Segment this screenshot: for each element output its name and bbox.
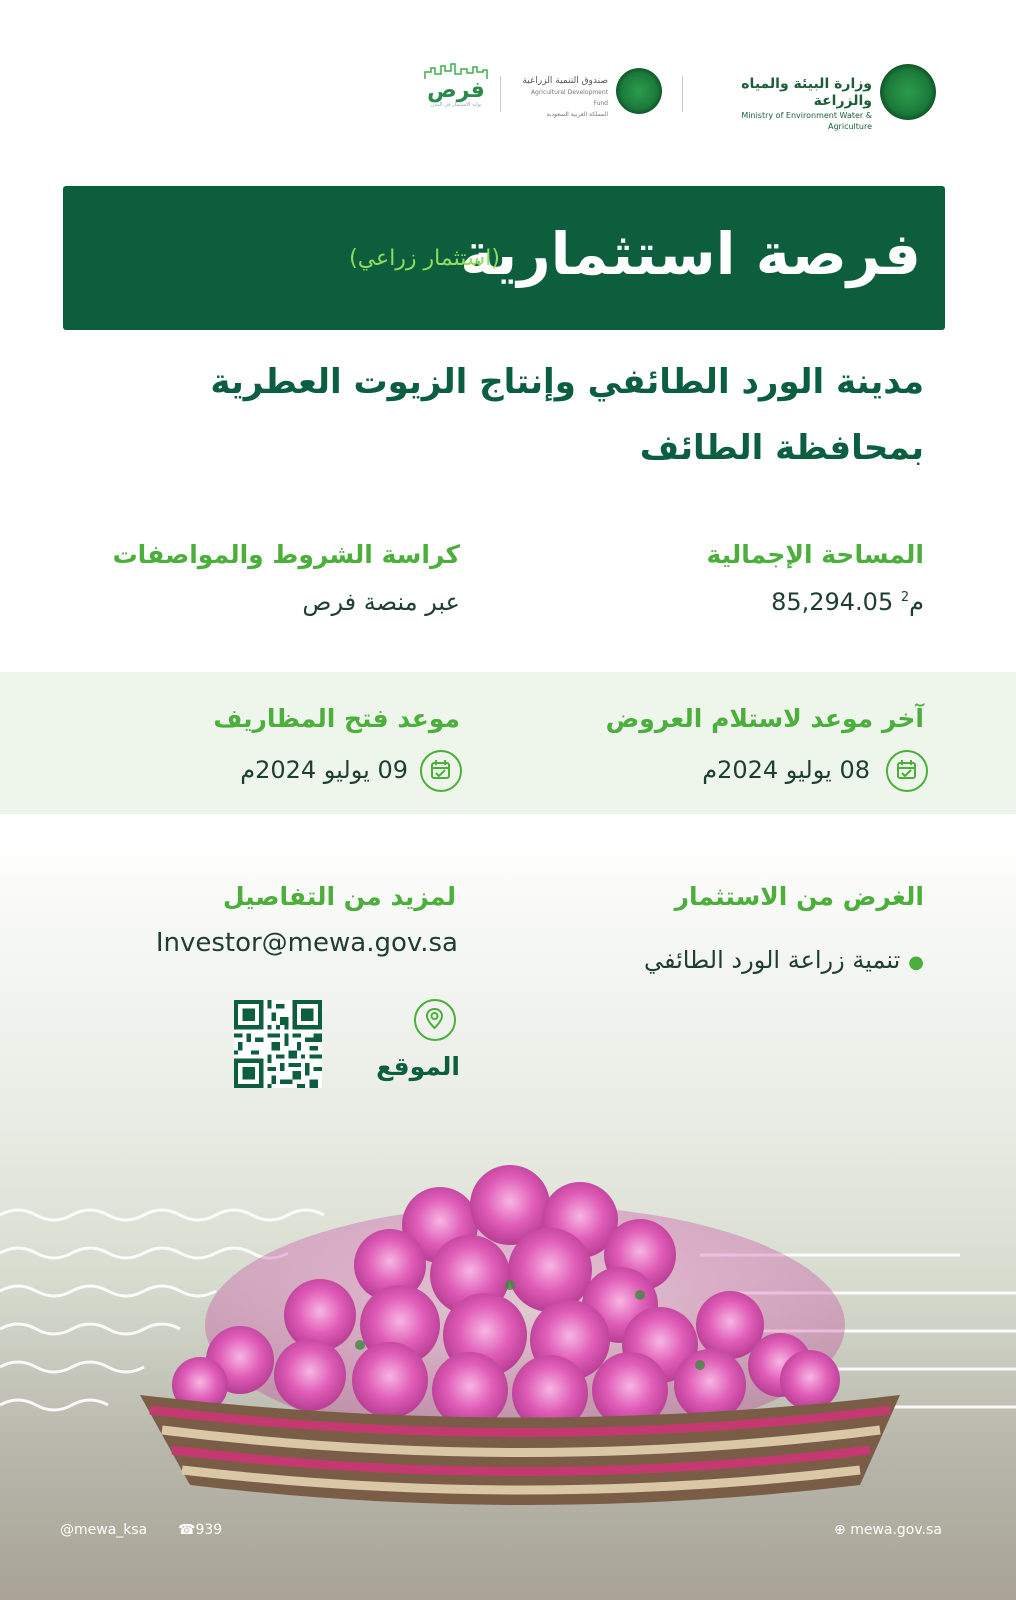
furas-logo — [420, 62, 492, 126]
logo-divider — [500, 76, 501, 112]
banner-title: فرصة استثمارية — [460, 220, 921, 288]
calendar-icon — [420, 750, 462, 792]
more-details-label: لمزيد من التفاصيل — [222, 882, 456, 911]
booklet-value: عبر منصة فرص — [302, 588, 460, 616]
purpose-text: تنمية زراعة الورد الطائفي — [643, 946, 901, 974]
banner-subtitle: (استثمار زراعي) — [349, 246, 500, 271]
area-unit-power: 2 — [900, 590, 910, 605]
purpose-label: الغرض من الاستثمار — [674, 882, 924, 911]
project-title-line2: بمحافظة الطائف — [639, 428, 924, 468]
mewa-logo — [702, 64, 952, 131]
area-value — [771, 588, 924, 616]
globe-icon: ⊕ — [834, 1522, 851, 1538]
area-label: المساحة الإجمالية — [706, 540, 924, 569]
location-pin-icon[interactable] — [414, 999, 456, 1041]
opening-label: موعد فتح المظاريف — [213, 704, 460, 733]
project-title-line1: مدينة الورد الطائفي وإنتاج الزيوت العطرية — [210, 362, 924, 402]
social-handle[interactable]: @mewa_ksa — [60, 1522, 148, 1538]
dates-band — [0, 672, 1016, 814]
area-unit: م — [909, 588, 924, 616]
opening-value: 09 يوليو 2024م — [240, 756, 408, 784]
adf-country: المملكة العربية السعودية — [546, 111, 608, 118]
deadline-label: آخر موعد لاستلام العروض — [605, 704, 924, 733]
calendar-icon — [886, 750, 928, 792]
mewa-seal-icon — [880, 64, 936, 120]
title-banner — [63, 186, 945, 330]
phone-number[interactable]: ☎939 — [178, 1522, 223, 1538]
qr-code[interactable] — [234, 1000, 322, 1088]
email-link[interactable]: Investor@mewa.gov.sa — [155, 928, 458, 958]
logo-divider — [682, 76, 683, 112]
bullet-icon: ● — [908, 952, 924, 973]
purpose-item — [644, 946, 924, 974]
website-link[interactable]: ⊕ mewa.gov.sa — [834, 1522, 942, 1538]
phone-icon: ☎ — [178, 1522, 196, 1538]
mewa-name-ar: وزارة البيئة والمياه والزراعة — [741, 76, 872, 109]
furas-word: فرص — [427, 78, 485, 103]
adf-logo — [516, 68, 666, 128]
deadline-value: 08 يوليو 2024م — [702, 756, 870, 784]
booklet-label: كراسة الشروط والمواصفات — [112, 540, 460, 569]
mewa-name-en: Ministry of Environment Water & Agriculture — [741, 111, 872, 131]
area-number: 85,294.05 — [771, 588, 894, 616]
rose-basket-image — [140, 1165, 910, 1545]
adf-seal-icon — [616, 68, 662, 114]
adf-name-en: Agricultural Development Fund — [530, 89, 608, 107]
location-label[interactable]: الموقع — [376, 1052, 460, 1081]
furas-tagline: بوابة الاستثمار في المدن — [430, 102, 482, 108]
adf-name-ar: صندوق التنمية الزراعية — [522, 76, 608, 86]
header-logos — [420, 58, 950, 138]
